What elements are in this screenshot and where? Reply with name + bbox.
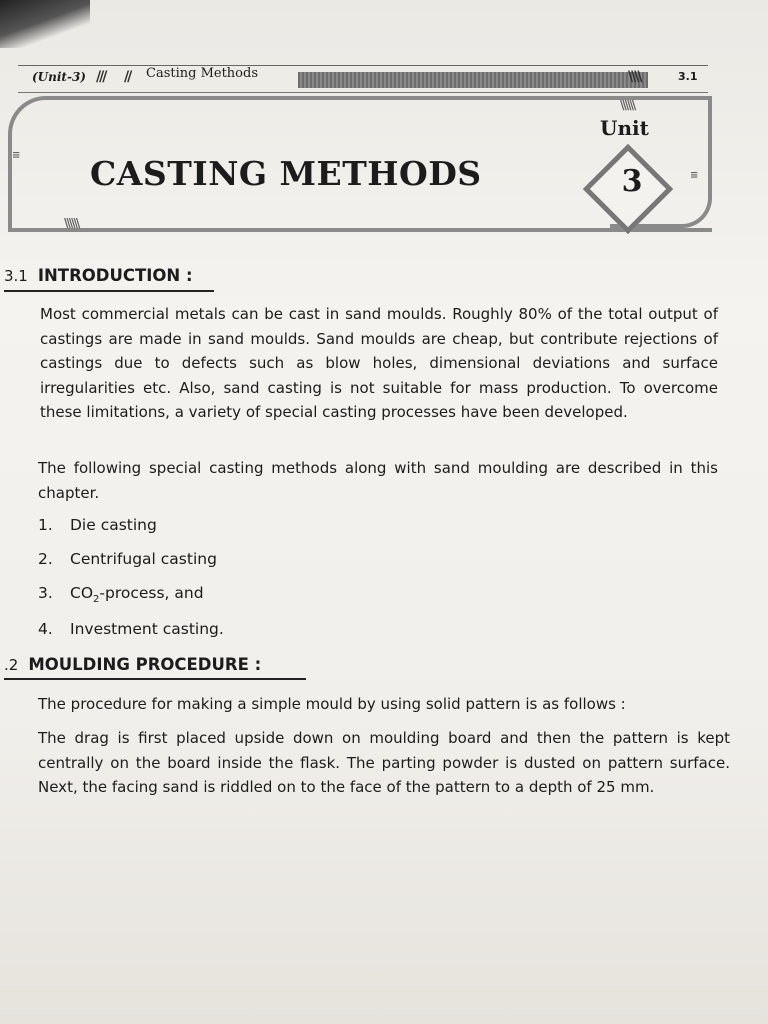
- list-text: Centrifugal casting: [70, 550, 217, 568]
- section-heading-introduction: [4, 266, 193, 285]
- subscript: 2: [93, 594, 100, 606]
- section-title: INTRODUCTION :: [37, 266, 193, 285]
- unit-tag: (Unit-3): [32, 70, 86, 84]
- unit-label: Unit: [600, 116, 649, 140]
- list-number: 3.: [38, 584, 53, 602]
- list-number: 1.: [38, 516, 53, 534]
- section-heading-moulding-procedure: [4, 655, 261, 674]
- frame-hatch-decoration: ≡: [690, 170, 697, 181]
- list-text: Die casting: [70, 516, 157, 534]
- section-title: MOULDING PROCEDURE :: [28, 655, 262, 674]
- header-slashes-decoration: //: [124, 69, 131, 85]
- list-item: [38, 584, 204, 605]
- section-number: .2: [4, 656, 19, 674]
- frame-hatch-decoration: \\\\\\: [64, 216, 79, 230]
- heading-underline: [4, 678, 306, 680]
- section-number: 3.1: [4, 267, 28, 285]
- unit-number: 3: [621, 164, 643, 199]
- list-item: [38, 516, 157, 534]
- list-number: 4.: [38, 620, 53, 638]
- frame-hatch-decoration: \\\\\\: [620, 98, 635, 112]
- scan-shadow-corner: [0, 0, 90, 48]
- list-item: [38, 550, 217, 568]
- header-slashes-decoration: ///: [96, 69, 106, 85]
- header-bar-decoration: [298, 72, 648, 88]
- list-item: [38, 620, 224, 638]
- list-text-co2-suffix: -process, and: [99, 584, 204, 602]
- running-header: [18, 65, 708, 93]
- heading-underline: [4, 290, 214, 292]
- list-text: Investment casting.: [70, 620, 224, 638]
- intro-paragraph-2: The following special casting methods along with sand moulding are described in this chapter.: [38, 459, 718, 502]
- moulding-paragraph-1: The procedure for making a simple mould by using solid pattern is as follows :: [38, 695, 626, 713]
- list-number: 2.: [38, 550, 53, 568]
- intro-paragraph-1: Most commercial metals can be cast in sand moulds. Roughly 80% of the total output of castings are made in sand moulds. Sand moulds are cheap, but contribute rejections of castings due to defects such as blow holes, dimensional deviations and surface irregularities etc. Also, sand casting is not suitable for mass production. To overcome these limitations, a variety of special casting processes have been developed.: [40, 305, 718, 421]
- header-slashes-decoration: \\\\: [628, 69, 641, 85]
- page-number: 3.1: [678, 70, 698, 83]
- frame-hatch-decoration: ≡: [12, 150, 19, 161]
- list-text-co2: CO: [70, 584, 94, 602]
- chapter-title: CASTING METHODS: [90, 154, 482, 193]
- running-title: Casting Methods: [146, 66, 258, 81]
- moulding-paragraph-2: The drag is first placed upside down on moulding board and then the pattern is kept centrally on the board inside the flask. The parting powder is dusted on pattern surface. Next, the facing sand is riddled on to the face of the pattern to a depth of 25 mm.: [38, 729, 730, 796]
